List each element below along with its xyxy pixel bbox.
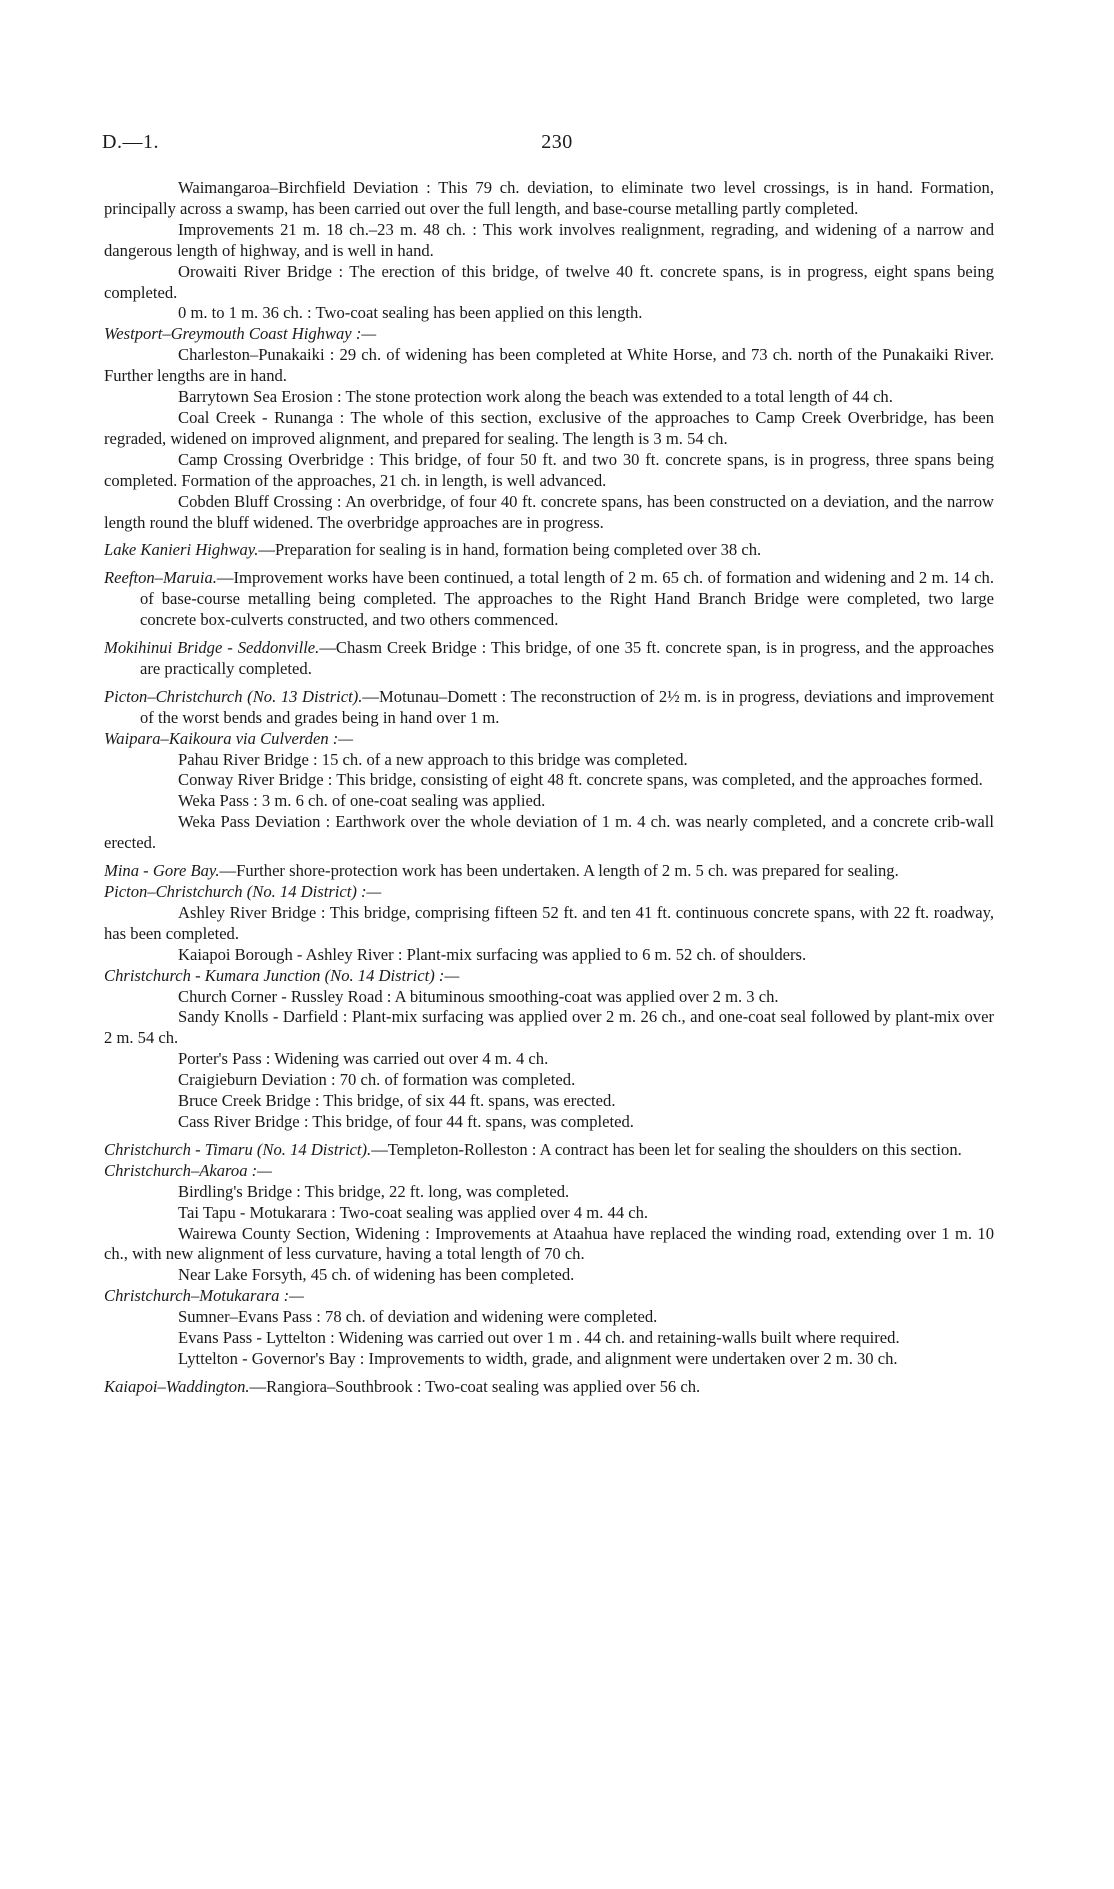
- subsection-paragraph: [104, 1049, 994, 1070]
- section-paragraph: [104, 1140, 994, 1161]
- paragraph-text: Bruce Creek Bridge : This bridge, of six 44 ft. spans, was erected.: [178, 1091, 616, 1111]
- subsection-paragraph: [104, 770, 994, 791]
- subsection-paragraph: [104, 1091, 994, 1112]
- paragraph-text: Sandy Knolls - Darfield : Plant-mix surfacing was applied over 2 m. 26 ch., and one-coat seal followed by plant-mix over 2 m. 54 ch.: [104, 1007, 994, 1048]
- paragraph-text: Church Corner - Russley Road : A bituminous smoothing-coat was applied over 2 m. 3 ch.: [178, 986, 779, 1006]
- heading-title: Waipara–Kaikoura via Culverden :—: [104, 728, 354, 748]
- paragraph-text: Sumner–Evans Pass : 78 ch. of deviation and widening were completed.: [178, 1307, 658, 1327]
- paragraph-text: Near Lake Forsyth, 45 ch. of widening has been completed.: [178, 1265, 575, 1285]
- section-paragraph: [104, 540, 994, 561]
- section-title: Lake Kanieri Highway.: [104, 540, 259, 560]
- section-title: Christchurch - Timaru (No. 14 District).: [104, 1139, 372, 1159]
- paragraph-text: Evans Pass - Lyttelton : Widening was carried out over 1 m . 44 ch. and retaining-walls built where required.: [178, 1328, 900, 1348]
- paragraph-text: Craigieburn Deviation : 70 ch. of formation was completed.: [178, 1070, 576, 1090]
- subsection-paragraph: [104, 1112, 994, 1133]
- paragraph-text: Tai Tapu - Motukarara : Two-coat sealing was applied over 4 m. 44 ch.: [178, 1202, 649, 1222]
- section-paragraph: [104, 861, 994, 882]
- section-title: Reefton–Maruia.: [104, 568, 217, 588]
- paragraph-text: Birdling's Bridge : This bridge, 22 ft. long, was completed.: [178, 1181, 570, 1201]
- subsection-paragraph: [104, 945, 994, 966]
- subsection-paragraph: [104, 1265, 994, 1286]
- section-paragraph: [104, 638, 994, 680]
- page-number: 230: [541, 131, 573, 153]
- paragraph-text: Improvements 21 m. 18 ch.–23 m. 48 ch. : This work involves realignment, regrading, and widening of a narrow and dangerous length of highway, and is well in hand.: [104, 219, 994, 260]
- paragraph-text: —Templeton-Rolleston : A contract has been let for sealing the shoulders on this section.: [371, 1139, 962, 1159]
- section-paragraph: [104, 687, 994, 729]
- paragraph-text: Conway River Bridge : This bridge, consisting of eight 48 ft. concrete spans, was completed, and the approaches formed.: [178, 770, 983, 790]
- section-title: Kaiapoi–Waddington.: [104, 1376, 250, 1396]
- heading-title: Christchurch–Motukarara :—: [104, 1286, 304, 1306]
- subsection-paragraph: [104, 1307, 994, 1328]
- section-title: Mina - Gore Bay.: [104, 861, 220, 881]
- paragraph-text: Camp Crossing Overbridge : This bridge, of four 50 ft. and two 30 ft. concrete spans, is in progress, three spans being completed. Formation of the approaches, 21 ch. in length, is well advanced.: [104, 449, 994, 490]
- heading-title: Christchurch–Akaroa :—: [104, 1160, 272, 1180]
- paragraph-text: Coal Creek - Runanga : The whole of this section, exclusive of the approaches to Camp Creek Overbridge, has been regraded, widened on improved alignment, and prepared for sealing. The length is 3 m. 54 ch.: [104, 407, 994, 448]
- section-title: Mokihinui Bridge - Seddonville.: [104, 638, 320, 658]
- section-title: Picton–Christchurch (No. 13 District).: [104, 686, 363, 706]
- paragraph-text: Wairewa County Section, Widening : Improvements at Ataahua have replaced the winding road, extending over 1 m. 10 ch., with new alignment of less curvature, having a total length of 70 ch.: [104, 1223, 994, 1264]
- paragraph-text: Kaiapoi Borough - Ashley River : Plant-mix surfacing was applied to 6 m. 52 ch. of shoulders.: [178, 944, 807, 964]
- heading-title: Westport–Greymouth Coast Highway :—: [104, 324, 377, 344]
- paragraph-text: —Motunau–Domett : The reconstruction of 2½ m. is in progress, deviations and improvement of the worst bends and grades being in hand over 1 m.: [140, 686, 994, 727]
- subsection-paragraph: [104, 987, 994, 1008]
- paragraph-text: —Preparation for sealing is in hand, formation being completed over 38 ch.: [258, 540, 762, 560]
- heading-title: Christchurch - Kumara Junction (No. 14 District) :—: [104, 965, 460, 985]
- paragraph-text: Orowaiti River Bridge : The erection of this bridge, of twelve 40 ft. concrete spans, is in progress, eight spans being completed.: [104, 261, 994, 302]
- paragraph-text: Barrytown Sea Erosion : The stone protection work along the beach was extended to a total length of 44 ch.: [178, 387, 893, 407]
- section-heading: [104, 324, 994, 345]
- document-body: [104, 178, 994, 1398]
- subsection-paragraph: [104, 750, 994, 771]
- subsection-paragraph: [104, 1328, 994, 1349]
- section-heading: [104, 882, 994, 903]
- paragraph-text: —Further shore-protection work has been undertaken. A length of 2 m. 5 ch. was prepared for sealing.: [219, 861, 899, 881]
- subsection-paragraph: [104, 1203, 994, 1224]
- subsection-paragraph: [104, 1182, 994, 1203]
- subsection-paragraph: [104, 1349, 994, 1370]
- subsection-paragraph: [104, 387, 994, 408]
- paragraph-text: Charleston–Punakaiki : 29 ch. of widening has been completed at White Horse, and 73 ch. north of the Punakaiki River. Further lengths are in hand.: [104, 345, 994, 386]
- paragraph-text: Weka Pass : 3 m. 6 ch. of one-coat sealing was applied.: [178, 791, 546, 811]
- document-code: D.—1.: [102, 131, 159, 153]
- section-heading: [104, 729, 994, 750]
- section-heading: [104, 1286, 994, 1307]
- paragraph-text: 0 m. to 1 m. 36 ch. : Two-coat sealing has been applied on this length.: [178, 303, 643, 323]
- subsection-paragraph: [104, 492, 994, 534]
- paragraph-text: Pahau River Bridge : 15 ch. of a new approach to this bridge was completed.: [178, 749, 688, 769]
- subsection-paragraph: [104, 262, 994, 304]
- section-paragraph: [104, 1377, 994, 1398]
- paragraph-text: —Chasm Creek Bridge : This bridge, of one 35 ft. concrete span, is in progress, and the approaches are practically completed.: [140, 638, 994, 678]
- subsection-paragraph: [104, 220, 994, 262]
- paragraph-text: —Improvement works have been continued, a total length of 2 m. 65 ch. of formation and widening and 2 m. 14 ch. of base-course metalling being completed. The approaches to the Right Hand Branch Bridge were completed, two large concrete box-culverts constructed, and two others commenced.: [140, 568, 994, 630]
- subsection-paragraph: [104, 903, 994, 945]
- subsection-paragraph: [104, 178, 994, 220]
- section-heading: [104, 1161, 994, 1182]
- paragraph-text: Lyttelton - Governor's Bay : Improvements to width, grade, and alignment were undertaken over 2 m. 30 ch.: [178, 1348, 898, 1368]
- paragraph-text: Weka Pass Deviation : Earthwork over the whole deviation of 1 m. 4 ch. was nearly completed, and a concrete crib-wall erected.: [104, 812, 994, 853]
- paragraph-text: Porter's Pass : Widening was carried out over 4 m. 4 ch.: [178, 1049, 549, 1069]
- subsection-paragraph: [104, 1007, 994, 1049]
- section-heading: [104, 966, 994, 987]
- paragraph-text: Cobden Bluff Crossing : An overbridge, of four 40 ft. concrete spans, has been constructed on a deviation, and the narrow length round the bluff widened. The overbridge approaches are in progress.: [104, 491, 994, 532]
- paragraph-text: —Rangiora–Southbrook : Two-coat sealing was applied over 56 ch.: [249, 1376, 701, 1396]
- heading-title: Picton–Christchurch (No. 14 District) :—: [104, 882, 382, 901]
- section-paragraph: [104, 568, 994, 631]
- paragraph-text: Ashley River Bridge : This bridge, comprising fifteen 52 ft. and ten 41 ft. continuous concrete spans, with 22 ft. roadway, has been completed.: [104, 902, 994, 943]
- subsection-paragraph: [104, 408, 994, 450]
- paragraph-text: Waimangaroa–Birchfield Deviation : This 79 ch. deviation, to eliminate two level crossings, is in hand. Formation, principally across a swamp, has been carried out over the full length, and base-course metalling partly completed.: [104, 178, 994, 218]
- subsection-paragraph: [104, 791, 994, 812]
- subsection-paragraph: [104, 1224, 994, 1266]
- subsection-paragraph: [104, 812, 994, 854]
- subsection-paragraph: [104, 450, 994, 492]
- paragraph-text: Cass River Bridge : This bridge, of four 44 ft. spans, was completed.: [178, 1111, 634, 1131]
- subsection-paragraph: [104, 303, 994, 324]
- subsection-paragraph: [104, 345, 994, 387]
- subsection-paragraph: [104, 1070, 994, 1091]
